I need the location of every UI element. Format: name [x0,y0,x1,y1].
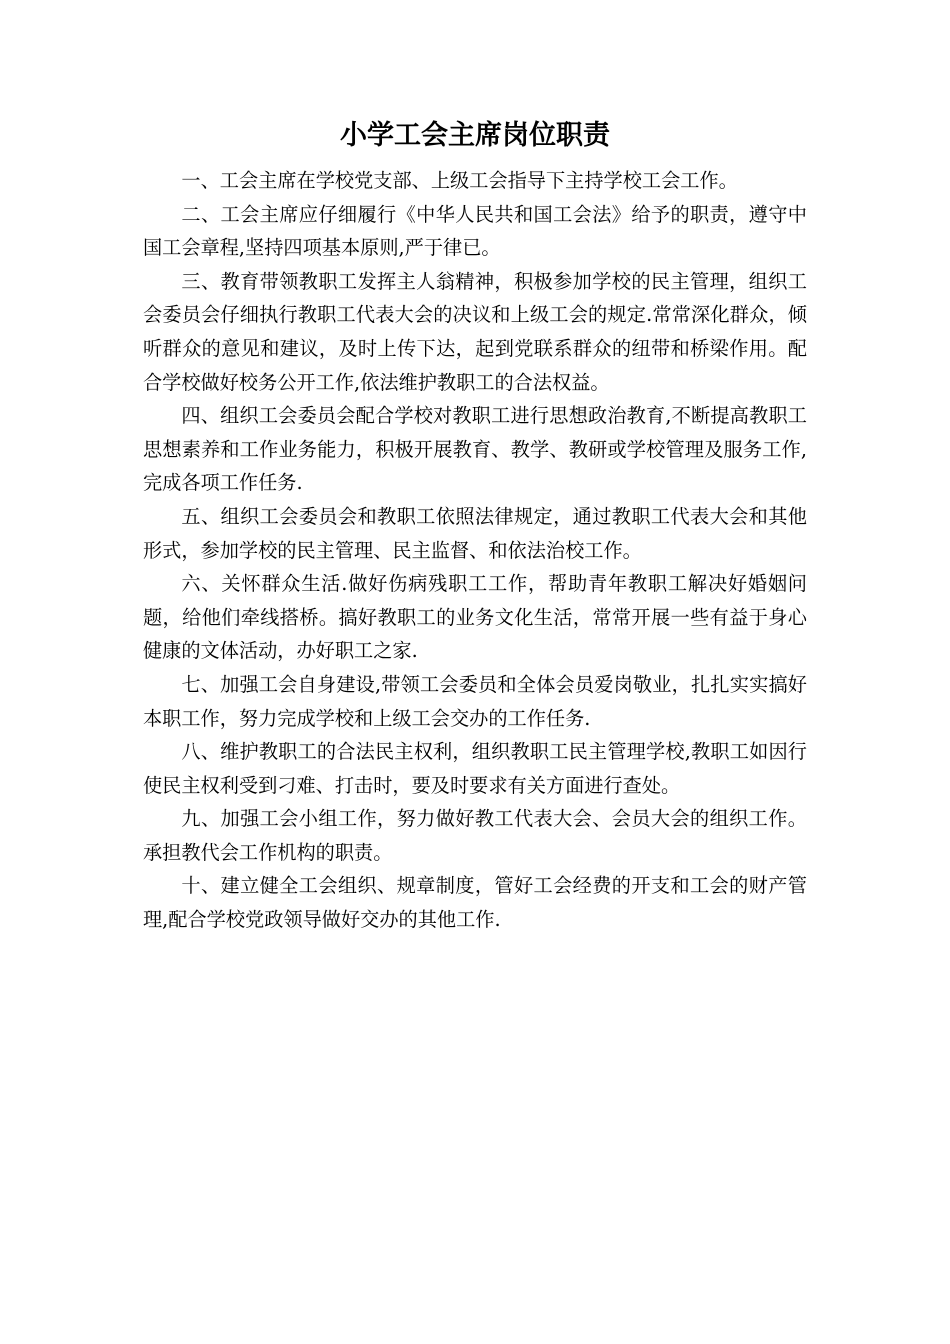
paragraph-3: 三、教育带领教职工发挥主人翁精神，积极参加学校的民主管理，组织工会委员会仔细执行教职工代表大会的决议和上级工会的规定.常常深化群众，倾听群众的意见和建议，及时上传下达，起到党联系群众的纽带和桥梁作用。配合学校做好校务公开工作,依法维护教职工的合法权益。 [143,269,807,394]
paragraph-8: 八、维护教职工的合法民主权利，组织教职工民主管理学校,教职工如因行使民主权利受到刁难、打击时，要及时要求有关方面进行查处。 [143,740,807,797]
paragraph-6: 六、关怀群众生活.做好伤病残职工工作，帮助青年教职工解决好婚姻问题，给他们牵线搭桥。搞好教职工的业务文化生活，常常开展一些有益于身心健康的文体活动，办好职工之家. [143,572,807,663]
paragraph-9: 九、加强工会小组工作，努力做好教工代表大会、会员大会的组织工作。承担教代会工作机构的职责。 [143,807,807,864]
paragraph-1: 一、工会主席在学校党支部、上级工会指导下主持学校工会工作。 [181,169,738,192]
paragraph-4: 四、组织工会委员会配合学校对教职工进行思想政治教育,不断提高教职工思想素养和工作业务能力，积极开展教育、教学、教研或学校管理及服务工作,完成各项工作任务. [143,404,807,495]
paragraph-7: 七、加强工会自身建设,带领工会委员和全体会员爱岗敬业，扎扎实实搞好本职工作，努力完成学校和上级工会交办的工作任务. [143,672,807,730]
paragraph-10: 十、建立健全工会组织、规章制度，管好工会经费的开支和工会的财产管理,配合学校党政领导做好交办的其他工作. [143,874,807,932]
document-body [143,164,807,937]
paragraph-2: 二、工会主席应仔细履行《中华人民共和国工会法》给予的职责，遵守中国工会章程,坚持四项基本原则,严于律已。 [143,202,807,260]
paragraph-5: 五、组织工会委员会和教职工依照法律规定，通过教职工代表大会和其他形式，参加学校的民主管理、民主监督、和依法治校工作。 [143,504,807,562]
document-title: 小学工会主席岗位职责 [340,120,610,151]
